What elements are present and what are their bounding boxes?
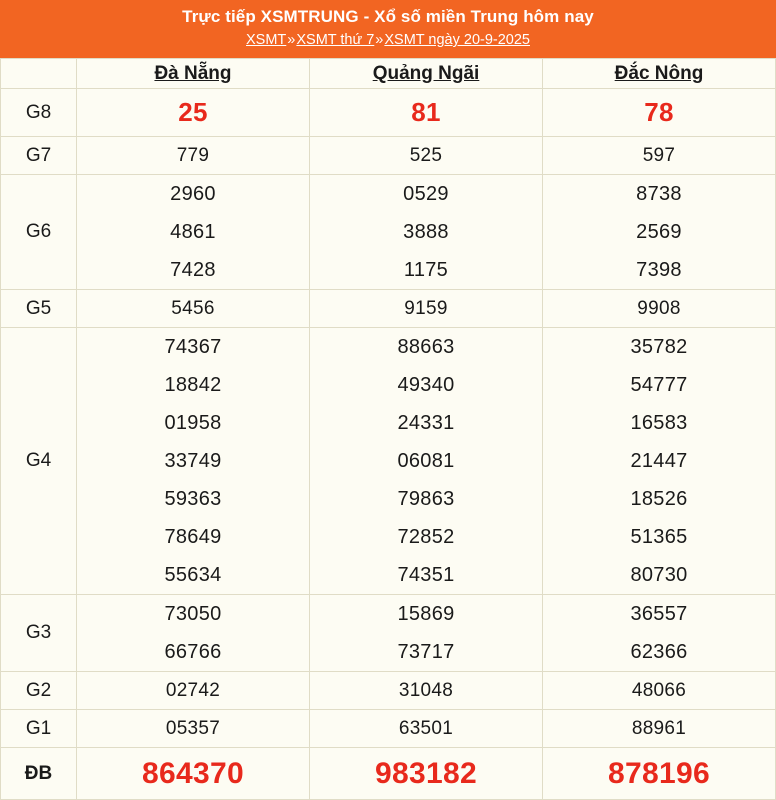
- prize-label-g3: G3: [1, 595, 77, 672]
- province-header-label-2[interactable]: Đắc Nông: [614, 62, 704, 84]
- prize-value-cell: [310, 328, 543, 595]
- prize-number: 01958: [164, 412, 222, 434]
- prize-number: 2569: [636, 221, 682, 243]
- province-header-label-1[interactable]: Quảng Ngãi: [372, 62, 480, 84]
- prize-number: 4861: [170, 221, 216, 243]
- prize-value-cell: 5456: [77, 290, 310, 328]
- table-row: [1, 748, 776, 800]
- prize-column-header: [1, 59, 77, 89]
- prize-value-cell: 05357: [77, 710, 310, 748]
- prize-value-cell: 31048: [310, 672, 543, 710]
- prize-value-stack: [310, 175, 542, 289]
- prize-number: 74351: [397, 564, 455, 586]
- prize-number: 79863: [397, 488, 455, 510]
- prize-label-g8: G8: [1, 89, 77, 137]
- prize-label-g6: G6: [1, 175, 77, 290]
- prize-number: 06081: [397, 450, 455, 472]
- table-row: [1, 710, 776, 748]
- prize-value-cell: 525: [310, 137, 543, 175]
- prize-value-cell: [77, 175, 310, 290]
- prize-number: 7428: [170, 259, 216, 281]
- table-row: [1, 137, 776, 175]
- breadcrumb-separator-2: »: [375, 32, 384, 48]
- prize-number: 59363: [164, 488, 222, 510]
- prize-number: 15869: [397, 603, 455, 625]
- prize-value-cell: [543, 175, 776, 290]
- prize-number: 51365: [630, 526, 688, 548]
- lottery-results-table: [0, 58, 776, 800]
- prize-number: 24331: [397, 412, 455, 434]
- prize-value-cell: 597: [543, 137, 776, 175]
- prize-value-cell: 864370: [77, 748, 310, 800]
- prize-number: 36557: [630, 603, 688, 625]
- prize-number: 72852: [397, 526, 455, 548]
- province-header-0: [77, 59, 310, 89]
- prize-number: 18842: [164, 374, 222, 396]
- prize-value-stack: [77, 595, 309, 671]
- prize-value-cell: 25: [77, 89, 310, 137]
- prize-number: 18526: [630, 488, 688, 510]
- breadcrumb-link-xsmt-date[interactable]: XSMT ngày 20-9-2025: [384, 32, 530, 48]
- prize-value-cell: 02742: [77, 672, 310, 710]
- prize-number: 54777: [630, 374, 688, 396]
- prize-number: 2960: [170, 183, 216, 205]
- prize-number: 35782: [630, 336, 688, 358]
- prize-label-g2: G2: [1, 672, 77, 710]
- prize-value-cell: [77, 595, 310, 672]
- table-row: [1, 595, 776, 672]
- prize-number: 66766: [164, 641, 222, 663]
- prize-value-stack: [543, 175, 775, 289]
- prize-value-cell: 878196: [543, 748, 776, 800]
- province-header-1: [310, 59, 543, 89]
- page-title: Trực tiếp XSMTRUNG - Xổ số miền Trung hôm nay: [182, 7, 594, 26]
- prize-label-đb: ĐB: [1, 748, 77, 800]
- prize-number: 33749: [164, 450, 222, 472]
- prize-value-stack: [543, 595, 775, 671]
- prize-value-stack: [543, 328, 775, 594]
- breadcrumb-link-xsmt-thu-7[interactable]: XSMT thứ 7: [296, 32, 375, 48]
- prize-value-cell: 779: [77, 137, 310, 175]
- prize-number: 73717: [397, 641, 455, 663]
- prize-number: 62366: [630, 641, 688, 663]
- table-row: [1, 672, 776, 710]
- province-header-label-0[interactable]: Đà Nẵng: [154, 62, 232, 84]
- prize-value-cell: 9908: [543, 290, 776, 328]
- prize-value-stack: [310, 595, 542, 671]
- prize-number: 8738: [636, 183, 682, 205]
- prize-value-cell: 78: [543, 89, 776, 137]
- prize-number: 1175: [403, 259, 449, 281]
- table-row: [1, 89, 776, 137]
- prize-value-cell: 983182: [310, 748, 543, 800]
- table-row: [1, 290, 776, 328]
- prize-number: 21447: [630, 450, 688, 472]
- prize-value-cell: [310, 595, 543, 672]
- table-body: [1, 89, 776, 800]
- breadcrumb: [0, 30, 776, 50]
- prize-number: 7398: [636, 259, 682, 281]
- prize-value-cell: 88961: [543, 710, 776, 748]
- prize-value-cell: 63501: [310, 710, 543, 748]
- prize-value-cell: 9159: [310, 290, 543, 328]
- prize-number: 49340: [397, 374, 455, 396]
- prize-label-g5: G5: [1, 290, 77, 328]
- prize-value-cell: [310, 175, 543, 290]
- prize-number: 55634: [164, 564, 222, 586]
- prize-label-g4: G4: [1, 328, 77, 595]
- prize-value-cell: [543, 595, 776, 672]
- prize-number: 0529: [403, 183, 449, 205]
- breadcrumb-link-xsmt[interactable]: XSMT: [246, 32, 287, 48]
- prize-label-g1: G1: [1, 710, 77, 748]
- prize-value-cell: 81: [310, 89, 543, 137]
- breadcrumb-separator-1: »: [287, 32, 296, 48]
- prize-number: 16583: [630, 412, 688, 434]
- prize-value-cell: [77, 328, 310, 595]
- prize-label-g7: G7: [1, 137, 77, 175]
- table-row: [1, 328, 776, 595]
- page-header: [0, 0, 776, 58]
- prize-number: 3888: [403, 221, 449, 243]
- province-header-2: [543, 59, 776, 89]
- table-header-row: [1, 59, 776, 89]
- prize-number: 73050: [164, 603, 222, 625]
- prize-number: 80730: [630, 564, 688, 586]
- prize-value-stack: [310, 328, 542, 594]
- prize-value-stack: [77, 328, 309, 594]
- prize-value-stack: [77, 175, 309, 289]
- prize-number: 88663: [397, 336, 455, 358]
- prize-number: 78649: [164, 526, 222, 548]
- prize-value-cell: 48066: [543, 672, 776, 710]
- prize-number: 74367: [164, 336, 222, 358]
- prize-value-cell: [543, 328, 776, 595]
- table-row: [1, 175, 776, 290]
